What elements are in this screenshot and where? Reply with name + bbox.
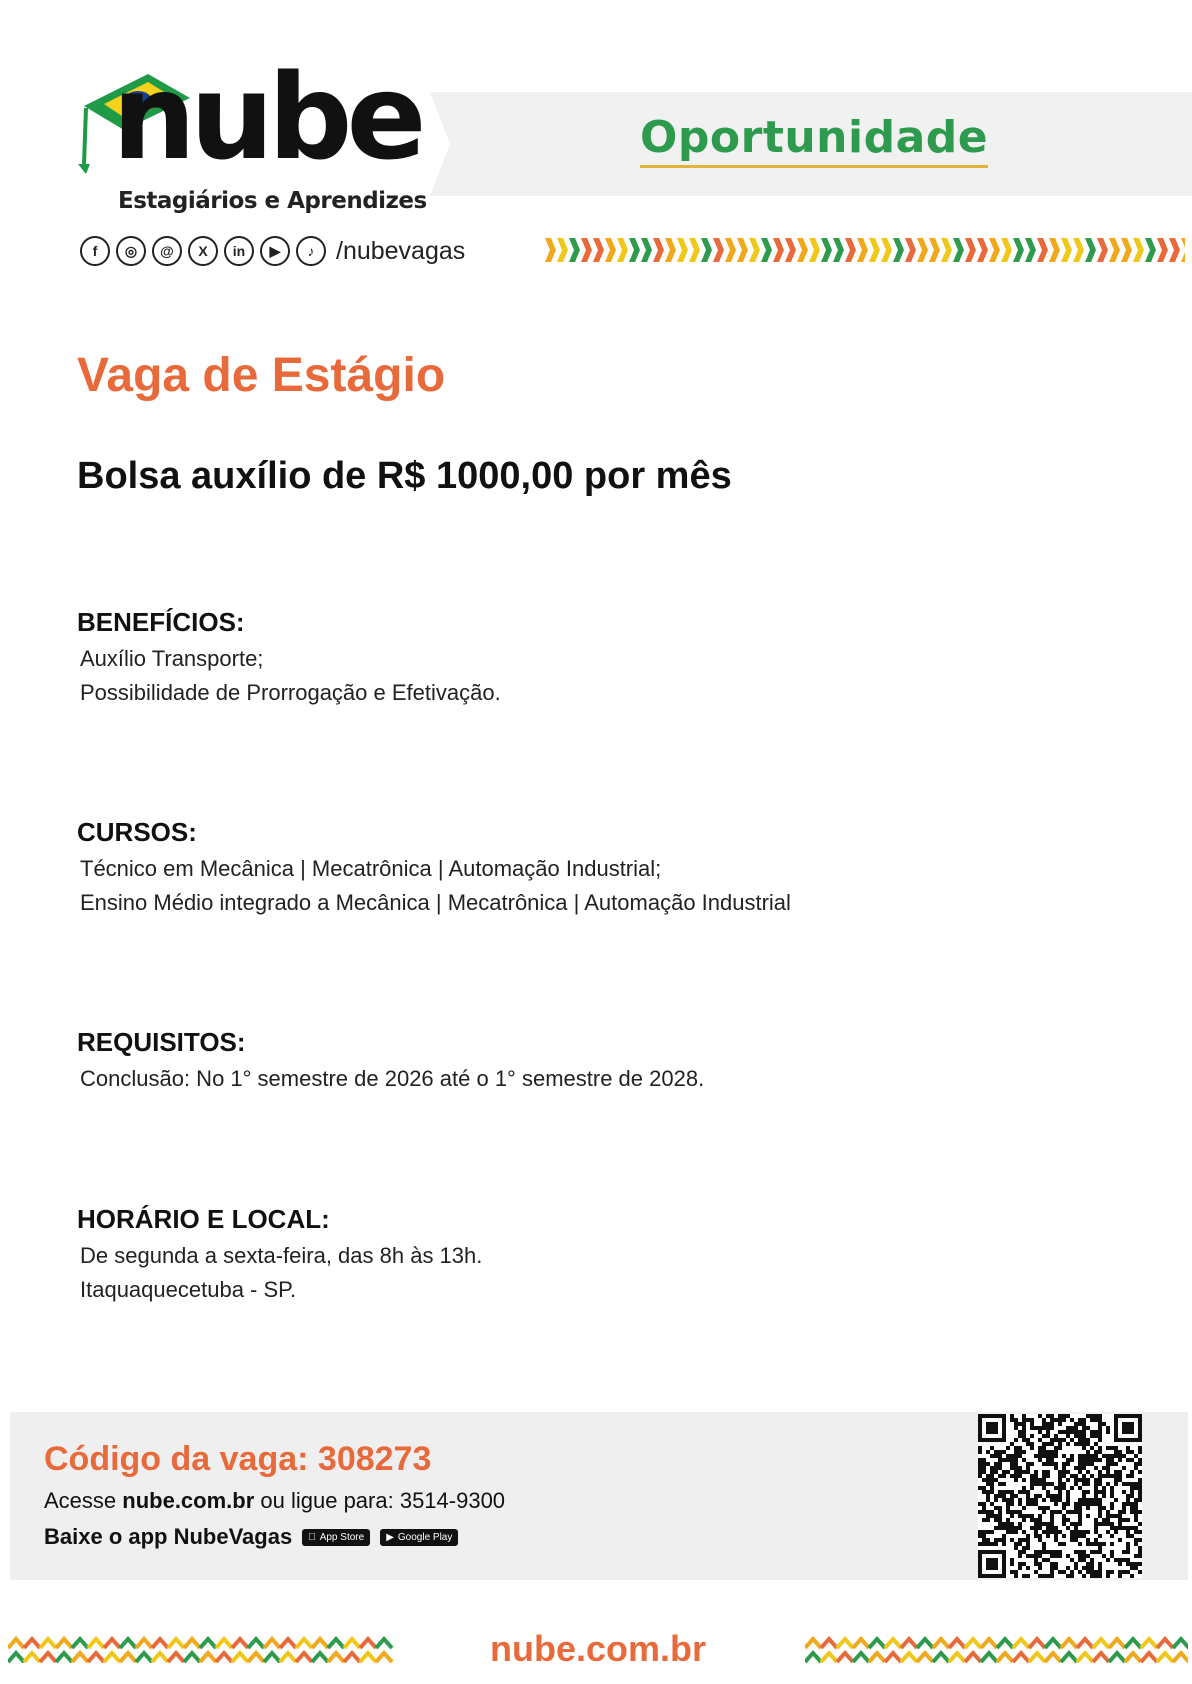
chevron-pattern-icon	[545, 236, 1185, 264]
app-line	[44, 1524, 458, 1550]
beneficios-line: Auxílio Transporte;	[80, 646, 264, 671]
play-icon: ▶	[378, 1531, 387, 1543]
app-store-badge[interactable]: App Store	[302, 1529, 370, 1546]
banner-title: Oportunidade	[640, 112, 988, 168]
beneficios-line: Possibilidade de Prorrogação e Efetivação.	[80, 680, 501, 705]
requisitos-heading: REQUISITOS:	[77, 1027, 246, 1057]
instagram-icon[interactable]: ◎	[116, 236, 146, 266]
horario-line: Itaquaquecetuba - SP.	[80, 1277, 297, 1302]
job-type-title: Vaga de Estágio	[77, 349, 446, 402]
access-line	[44, 1488, 505, 1514]
job-code: Código da vaga: 308273	[44, 1440, 432, 1478]
cursos-line: Técnico em Mecânica | Mecatrônica | Automação Industrial;	[80, 856, 662, 881]
banner-arrow-icon	[430, 92, 460, 196]
x-icon[interactable]: X	[188, 236, 218, 266]
bottom-site-link[interactable]: nube.com.br	[490, 1628, 707, 1669]
threads-icon[interactable]: @	[152, 236, 182, 266]
tiktok-icon[interactable]: ♪	[296, 236, 326, 266]
apple-icon	[308, 1532, 316, 1543]
app-label: Baixe o app NubeVagas	[44, 1524, 293, 1549]
access-prefix: Acesse	[44, 1488, 123, 1513]
social-handle[interactable]: /nubevagas	[336, 236, 466, 265]
brand-wordmark: nube	[112, 48, 421, 186]
youtube-icon[interactable]: ▶	[260, 236, 290, 266]
horario-heading: HORÁRIO E LOCAL:	[77, 1204, 330, 1234]
qr-code-icon[interactable]	[978, 1414, 1142, 1578]
requisitos-line: Conclusão: No 1° semestre de 2026 até o 1° semestre de 2028.	[80, 1066, 705, 1091]
google-play-badge[interactable]: ▶ Google Play	[380, 1529, 458, 1546]
zigzag-pattern-icon	[8, 1636, 398, 1670]
cursos-heading: CURSOS:	[77, 817, 197, 847]
brand-tagline: Estagiários e Aprendizes	[118, 188, 427, 214]
site-link[interactable]: nube.com.br	[122, 1488, 255, 1513]
access-suffix: ou ligue para: 3514-9300	[254, 1488, 506, 1513]
linkedin-icon[interactable]: in	[224, 236, 254, 266]
social-row	[80, 234, 465, 268]
zigzag-pattern-icon	[805, 1636, 1188, 1670]
horario-line: De segunda a sexta-feira, das 8h às 13h.	[80, 1243, 483, 1268]
stipend-text: Bolsa auxílio de R$ 1000,00 por mês	[77, 455, 732, 497]
cursos-line: Ensino Médio integrado a Mecânica | Mecatrônica | Automação Industrial	[80, 890, 791, 915]
facebook-icon[interactable]: f	[80, 236, 110, 266]
beneficios-heading: BENEFÍCIOS:	[77, 607, 245, 637]
